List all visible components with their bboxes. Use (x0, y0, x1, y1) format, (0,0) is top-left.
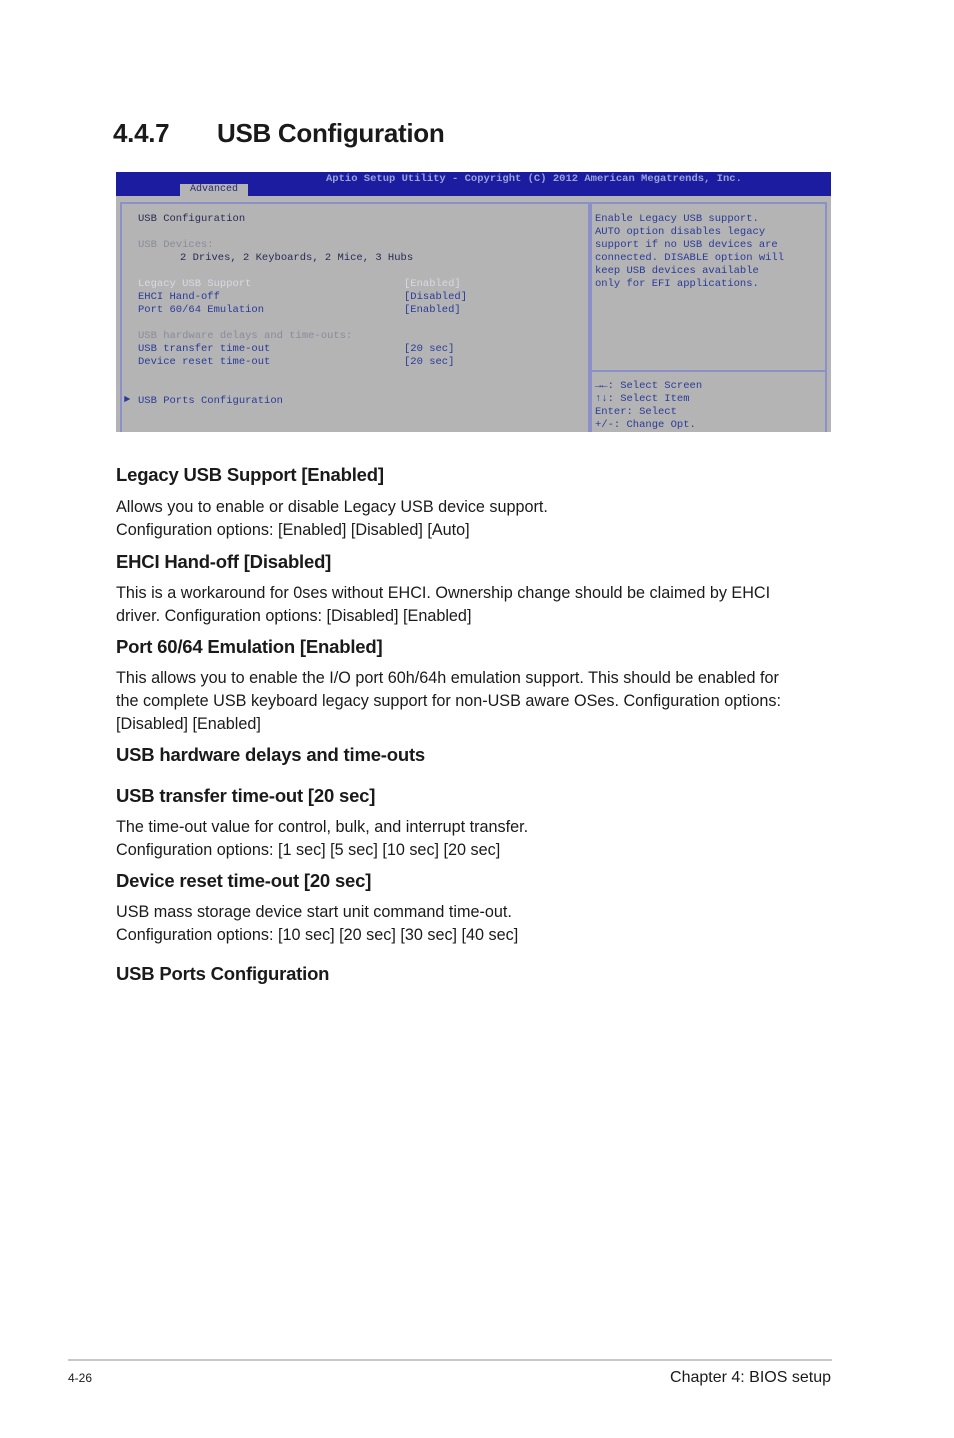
heading-port-emulation: Port 60/64 Emulation [Enabled] (116, 636, 383, 657)
text-line: Allows you to enable or disable Legacy USB device support. (116, 498, 548, 516)
text-line: the complete USB keyboard legacy support for non-USB aware OSes. Configuration options: (116, 692, 781, 710)
text-line: The time-out value for control, bulk, and interrupt transfer. (116, 818, 529, 836)
bios-header-text: Aptio Setup Utility - Copyright (C) 2012 American Megatrends, Inc. (326, 173, 742, 185)
heading-legacy-usb-support: Legacy USB Support [Enabled] (116, 464, 384, 485)
help-line: AUTO option disables legacy (595, 226, 766, 238)
bios-devices-label: USB Devices: (138, 239, 214, 251)
text-line: Configuration options: [1 sec] [5 sec] [10 sec] [20 sec] (116, 841, 501, 859)
help-line: support if no USB devices are (595, 239, 778, 251)
text-line: [Disabled] [Enabled] (116, 715, 261, 733)
bios-delays-label: USB hardware delays and time-outs: (138, 330, 353, 342)
text-line: Configuration options: [10 sec] [20 sec] [30 sec] [40 sec] (116, 926, 519, 944)
section-number: 4.4.7 (113, 118, 170, 148)
page-number: 4-26 (68, 1371, 93, 1385)
text-line: USB mass storage device start unit command time-out. (116, 903, 512, 921)
text-ehci-hand-off (116, 582, 836, 628)
section-heading (113, 118, 444, 149)
text-legacy-usb-support (116, 496, 836, 542)
bios-value-ehci-hand-off[interactable]: [Disabled] (404, 291, 468, 303)
bios-value-legacy-usb-support[interactable]: [Enabled] (404, 278, 461, 290)
help-line: keep USB devices available (595, 265, 759, 277)
bios-item-ehci-hand-off[interactable]: EHCI Hand-off (138, 291, 220, 303)
key-hint-select-screen: →←: Select Screen (595, 380, 703, 392)
heading-usb-ports-configuration: USB Ports Configuration (116, 963, 330, 984)
text-device-reset-timeout (116, 901, 836, 947)
help-line: connected. DISABLE option will (595, 252, 785, 264)
bios-value-usb-transfer-timeout[interactable]: [20 sec] (404, 343, 455, 355)
text-line: This allows you to enable the I/O port 60h/64h emulation support. This should be enabled for (116, 669, 779, 687)
section-title: USB Configuration (217, 118, 445, 148)
bios-devices-value: 2 Drives, 2 Keyboards, 2 Mice, 3 Hubs (180, 252, 414, 264)
tab-advanced[interactable]: Advanced (180, 184, 248, 196)
help-line: only for EFI applications. (595, 278, 759, 290)
bios-submenu-usb-ports-configuration[interactable]: USB Ports Configuration (138, 395, 283, 407)
footer-divider (68, 1359, 832, 1361)
heading-ehci-hand-off: EHCI Hand-off [Disabled] (116, 551, 332, 572)
key-hint-enter-select: Enter: Select (595, 406, 677, 418)
bios-panel-title: USB Configuration (138, 213, 246, 225)
bios-item-port-emulation[interactable]: Port 60/64 Emulation (138, 304, 265, 316)
bios-main-panel (120, 202, 590, 432)
heading-device-reset-timeout: Device reset time-out [20 sec] (116, 870, 372, 891)
heading-usb-transfer-timeout: USB transfer time-out [20 sec] (116, 785, 376, 806)
key-hint-change-opt: +/-: Change Opt. (595, 419, 696, 431)
heading-usb-hardware-delays: USB hardware delays and time-outs (116, 744, 426, 765)
bios-value-device-reset-timeout[interactable]: [20 sec] (404, 356, 455, 368)
help-line: Enable Legacy USB support. (595, 213, 759, 225)
key-hint-select-item: ↑↓: Select Item (595, 393, 690, 405)
bios-title-bar (116, 172, 831, 196)
text-port-emulation (116, 667, 836, 736)
chapter-label: Chapter 4: BIOS setup (670, 1369, 831, 1386)
submenu-arrow-icon: ► (124, 394, 131, 406)
text-usb-transfer-timeout (116, 816, 836, 862)
text-line: driver. Configuration options: [Disabled] [Enabled] (116, 607, 472, 625)
text-line: This is a workaround for 0ses without EHCI. Ownership change should be claimed by EHCI (116, 584, 771, 602)
bios-screenshot (116, 172, 831, 432)
bios-item-device-reset-timeout[interactable]: Device reset time-out (138, 356, 271, 368)
bios-item-legacy-usb-support[interactable]: Legacy USB Support (138, 278, 252, 290)
bios-help-panel (590, 202, 827, 432)
bios-value-port-emulation[interactable]: [Enabled] (404, 304, 461, 316)
text-line: Configuration options: [Enabled] [Disabled] [Auto] (116, 521, 470, 539)
bios-item-usb-transfer-timeout[interactable]: USB transfer time-out (138, 343, 271, 355)
help-divider (592, 370, 825, 372)
